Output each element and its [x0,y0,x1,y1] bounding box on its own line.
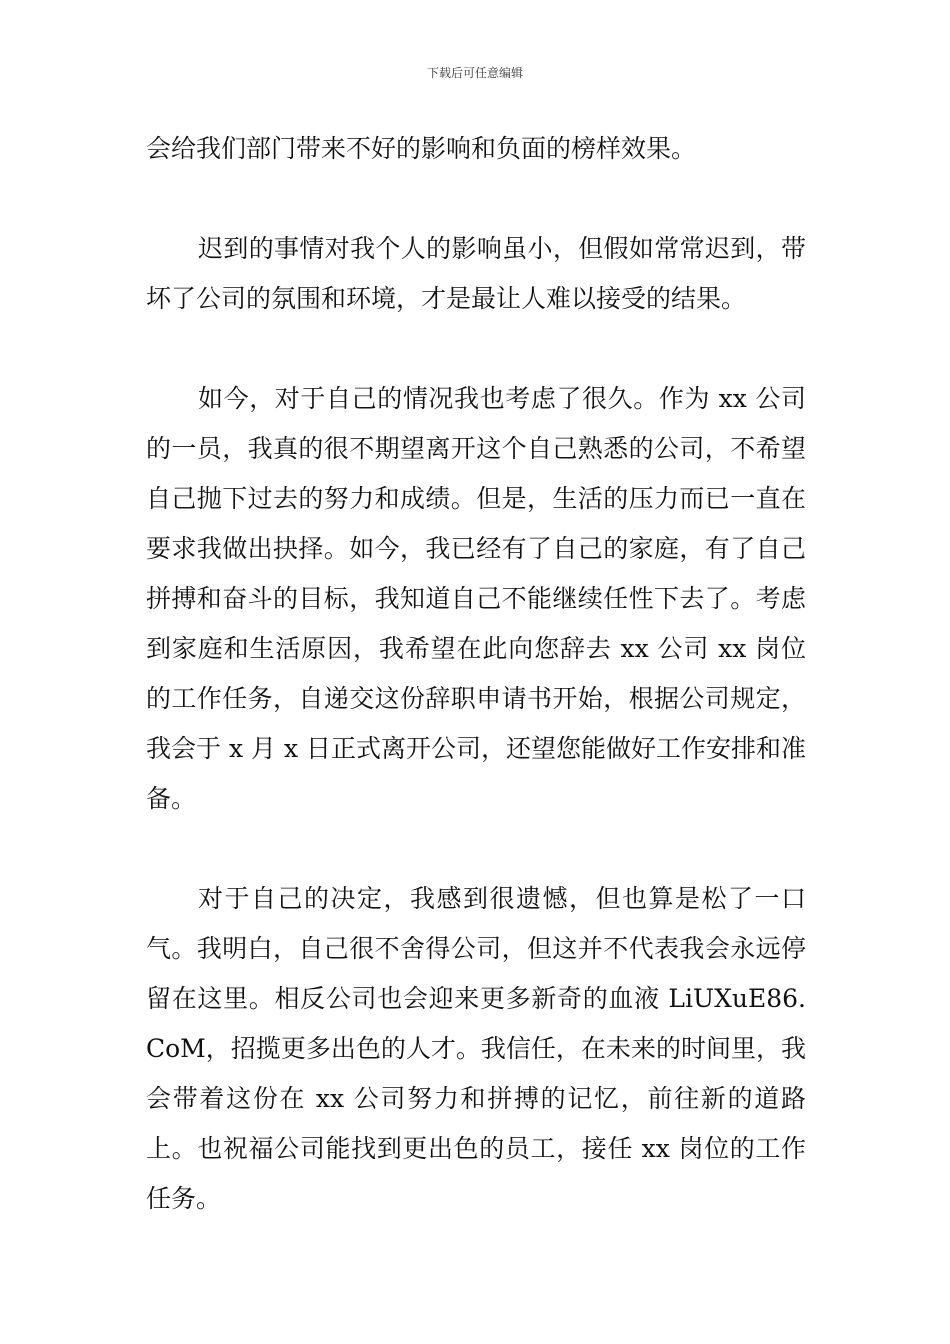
page-header-note: 下载后可任意编辑 [426,66,523,80]
document-body [146,124,806,1274]
paragraph-4: 对于自己的决定，我感到很遗憾，但也算是松了一口气。我明白，自己很不舍得公司，但这并不代表我会永远停留在这里。相反公司也会迎来更多新奇的血液 LiUXuE86.CoM，招揽更多出色的人才。我信任，在未来的时间里，我会带着这份在 xx 公司努力和拼搏的记忆，前往新的道路上。也祝福公司能找到更出色的员工，接任 xx 岗位的工作任务。 [146,884,806,1213]
paragraph-1: 会给我们部门带来不好的影响和负面的榜样效果。 [146,134,697,163]
paragraph-3: 如今，对于自己的情况我也考虑了很久。作为 xx 公司的一员，我真的很不期望离开这个自己熟悉的公司，不希望自己抛下过去的努力和成绩。但是，生活的压力而已一直在要求我做出抉择。如今，我已经有了自己的家庭，有了自己拼搏和奋斗的目标，我知道自己不能继续任性下去了。考虑到家庭和生活原因，我希望在此向您辞去 xx 公司 xx 岗位的工作任务，自递交这份辞职申请书开始，根据公司规定，我会于 x 月 x 日正式离开公司，还望您能做好工作安排和准备。 [146,384,806,813]
paragraph-2: 迟到的事情对我个人的影响虽小，但假如常常迟到，带坏了公司的氛围和环境，才是最让人难以接受的结果。 [146,234,806,313]
